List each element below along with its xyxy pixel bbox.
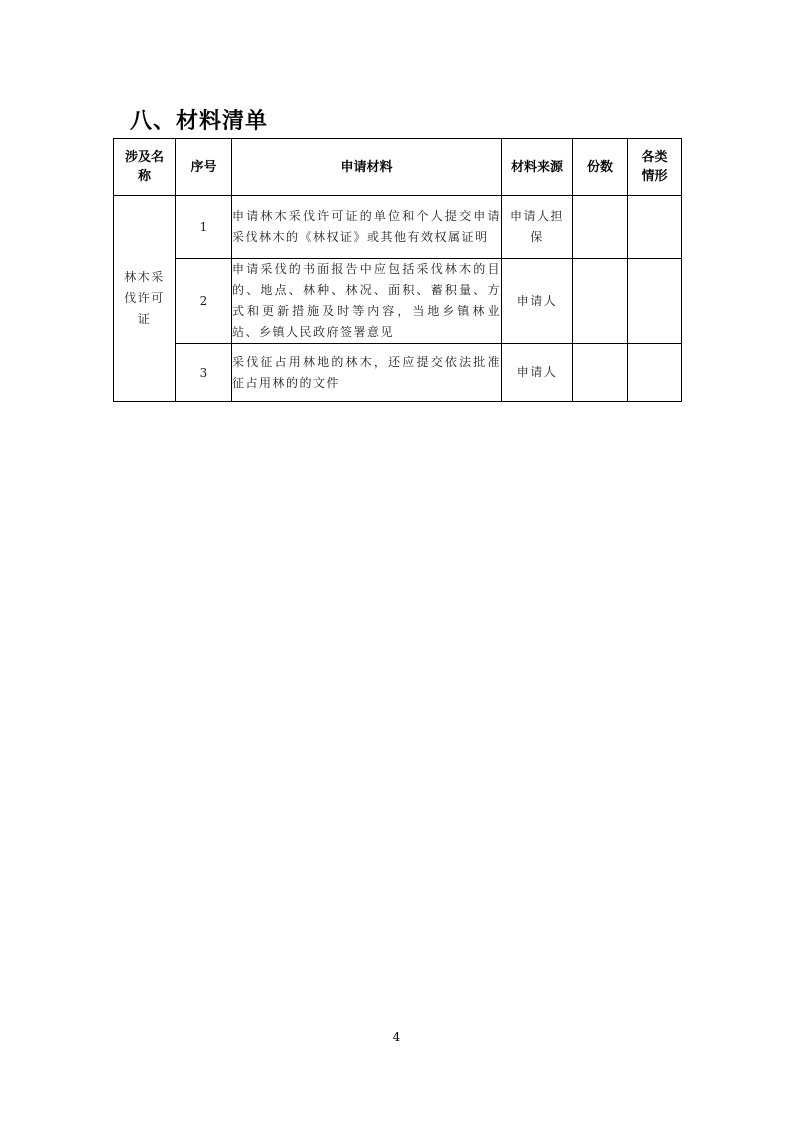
item-name-cell: 林木采 伐许可 证 <box>114 196 176 402</box>
copies-cell <box>573 196 628 259</box>
situation-cell <box>628 196 682 259</box>
page-number: 4 <box>392 1030 401 1044</box>
materials-table <box>113 138 682 402</box>
seq-cell: 1 <box>176 196 232 259</box>
header-seq: 序号 <box>176 139 232 196</box>
seq-cell: 3 <box>176 344 232 402</box>
table-row <box>114 259 682 344</box>
source-cell: 申请人 <box>502 259 573 344</box>
copies-cell <box>573 259 628 344</box>
source-cell: 申请人 <box>502 344 573 402</box>
material-cell: 申请林木采伐许可证的单位和个人提交申请采伐林木的《林权证》或其他有效权属证明 <box>232 196 502 259</box>
header-source: 材料来源 <box>502 139 573 196</box>
table-row <box>114 196 682 259</box>
table-header-row <box>114 139 682 196</box>
header-material: 申请材料 <box>232 139 502 196</box>
situation-cell <box>628 344 682 402</box>
header-copies: 份数 <box>573 139 628 196</box>
situation-cell <box>628 259 682 344</box>
copies-cell <box>573 344 628 402</box>
material-cell: 采伐征占用林地的林木，还应提交依法批准征占用林的的文件 <box>232 344 502 402</box>
material-cell: 申请采伐的书面报告中应包括采伐林木的目的、地点、林种、林况、面积、蓄积量、方式和更新措施及时等内容，当地乡镇林业站、乡镇人民政府签署意见 <box>232 259 502 344</box>
header-situation: 各类 情形 <box>628 139 682 196</box>
table-row <box>114 344 682 402</box>
source-cell: 申请人担 保 <box>502 196 573 259</box>
section-title: 八、材料清单 <box>130 109 269 134</box>
seq-cell: 2 <box>176 259 232 344</box>
header-item-name: 涉及名 称 <box>114 139 176 196</box>
